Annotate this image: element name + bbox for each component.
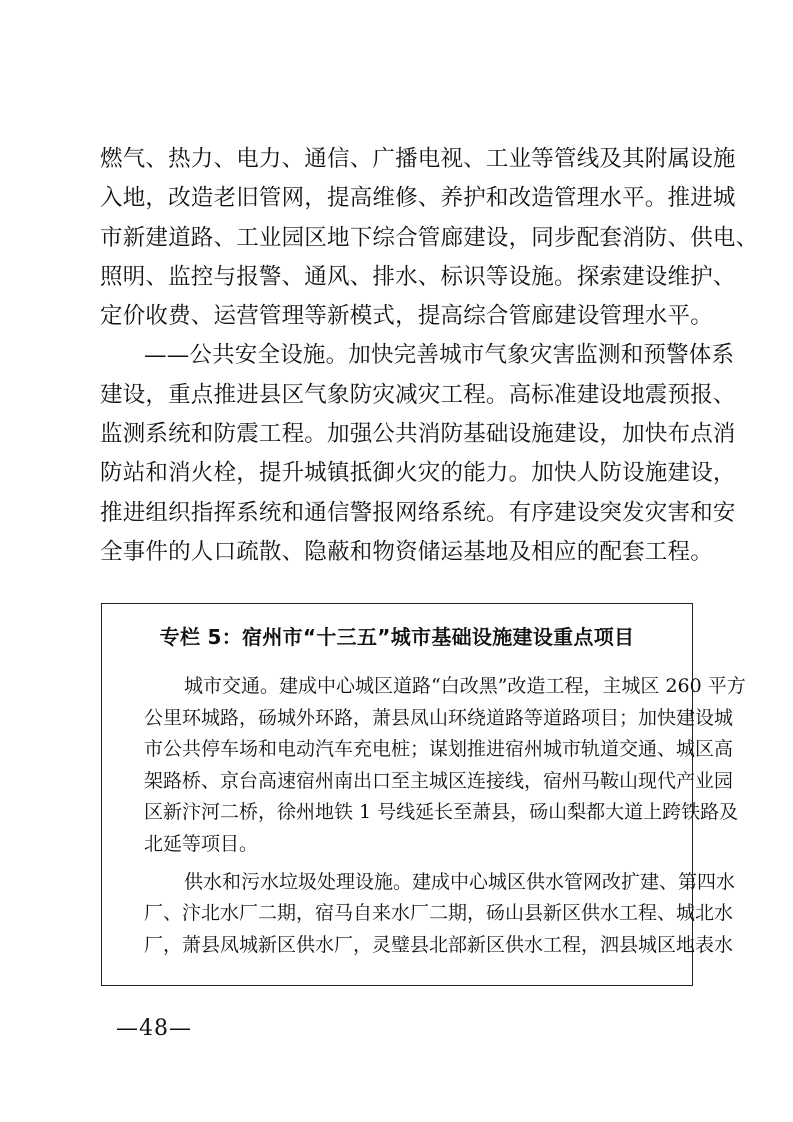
paragraph-line: 全事件的人口疏散、隐蔽和物资储运基地及相应的配套工程。: [100, 538, 713, 565]
paragraph-line: 入地，改造老旧管网，提高维修、养护和改造管理水平。推进城: [100, 185, 736, 212]
box-line: 架路桥、京台高速宿州南出口至主城区连接线，宿州马鞍山现代产业园: [144, 769, 734, 792]
paragraph-line: 燃气、热力、电力、通信、广播电视、工业等管线及其附属设施: [100, 146, 736, 172]
column-box: [101, 603, 746, 986]
page-number: —48—: [116, 1016, 192, 1041]
box-line: 北延等项目。: [144, 832, 259, 855]
box-line: 市公共停车场和电动汽车充电桩；谋划推进宿州城市轨道交通、城区高: [144, 738, 734, 761]
box-line: 城市交通。建成中心城区道路“白改黑”改造工程，主城区 260 平方: [184, 675, 746, 697]
box-line: 区新汴河二桥，徐州地铁 1 号线延长至萧县，砀山梨都大道上跨铁路及: [144, 801, 739, 824]
paragraph-line: 市新建道路、工业园区地下综合管廊建设，同步配套消防、供电、: [100, 224, 759, 251]
paragraph-line: 建设，重点推进县区气象防灾减灾工程。高标准建设地震预报、: [100, 381, 736, 408]
paragraph-line: 防站和消火栓，提升城镇抵御火灾的能力。加快人防设施建设，: [100, 460, 736, 487]
box-line: 公里环城路，砀城外环路，萧县凤山环绕道路等道路项目；加快建设城: [144, 706, 734, 729]
paragraph-line: 定价收费、运营管理等新模式，提高综合管廊建设管理水平。: [100, 303, 713, 330]
box-line: 供水和污水垃圾处理设施。建成中心城区供水管网改扩建、第四水: [184, 870, 736, 893]
box-title: 专栏 5：宿州市“十三五”城市基础设施建设重点项目: [159, 625, 635, 649]
paragraph-line: 监测系统和防震工程。加强公共消防基础设施建设，加快布点消: [100, 421, 736, 448]
box-line: 厂、汴北水厂二期，宿马自来水厂二期，砀山县新区供水工程、城北水: [144, 902, 734, 925]
paragraph-line: 照明、监控与报警、通风、排水、标识等设施。探索建设维护、: [100, 263, 736, 290]
paragraph-line: 推进组织指挥系统和通信警报网络系统。有序建设突发灾害和安: [100, 499, 736, 526]
box-line: 厂，萧县凤城新区供水厂，灵璧县北部新区供水工程，泗县城区地表水: [144, 933, 734, 956]
paragraph-line: ——公共安全设施。加快完善城市气象灾害监测和预警体系: [144, 342, 735, 369]
body-text: [100, 140, 759, 572]
